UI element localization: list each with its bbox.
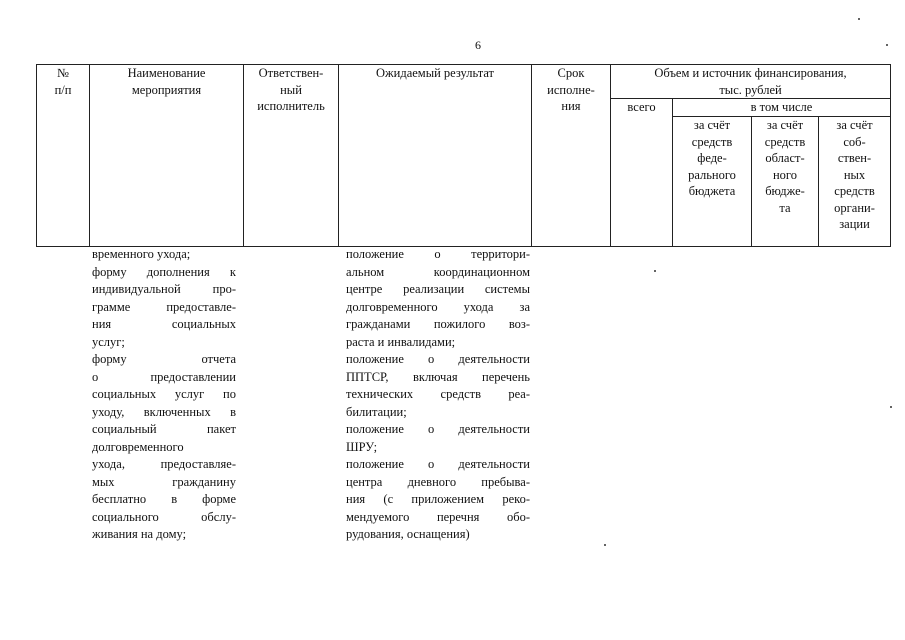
header-including: в том числе: [673, 99, 891, 117]
text-line: альном координационном: [346, 264, 530, 279]
text-line: социальных услуг по: [92, 387, 236, 401]
activity-name-text: [92, 246, 236, 544]
header-federal: за счёт средств феде- рального бюджета: [673, 117, 752, 247]
text-line: ШРУ;: [346, 439, 378, 454]
text-line: бесплатно в форме: [92, 492, 236, 506]
text-line: форму отчета: [92, 352, 236, 366]
scan-speck: [886, 44, 888, 46]
header-regional: за счёт средств област- ного бюдже- та: [752, 117, 819, 247]
text-line: долговременного ухода за: [346, 299, 530, 314]
scan-speck: [858, 18, 860, 20]
text-line: услуг;: [92, 334, 125, 349]
text-line: раста и инвалидами;: [346, 334, 456, 349]
text-line: положение о деятельности: [346, 457, 530, 471]
text-line: индивидуальной про-: [92, 282, 236, 296]
scan-speck: [654, 270, 656, 272]
text-line: технических средств реа-: [346, 387, 530, 401]
text-line: центра дневного пребыва-: [346, 474, 530, 489]
header-own: за счёт соб- ствен- ных средств органи- зации: [819, 117, 891, 247]
text-line: о предоставлении: [92, 369, 236, 384]
header-total: всего: [611, 99, 673, 247]
text-line: социального обслу-: [92, 509, 236, 524]
header-responsible: Ответствен- ный исполнитель: [244, 65, 339, 247]
text-line: временного ухода;: [92, 247, 191, 261]
text-line: грамме предоставле-: [92, 299, 236, 314]
text-line: уходу, включенных в: [92, 404, 236, 419]
text-line: положение о деятельности: [346, 422, 530, 436]
header-result: Ожидаемый результат: [339, 65, 532, 247]
text-line: мых гражданину: [92, 474, 236, 489]
header-name: Наименование мероприятия: [90, 65, 244, 247]
header-table: [36, 64, 891, 247]
page-number: 6: [475, 38, 481, 52]
header-num: № п/п: [37, 65, 90, 247]
text-line: рудования, оснащения): [346, 527, 470, 541]
header-financing: Объем и источник финансирования, тыс. рублей: [611, 65, 891, 99]
text-line: форму дополнения к: [92, 264, 236, 279]
text-line: гражданами пожилого воз-: [346, 317, 530, 331]
text-line: билитации;: [346, 404, 407, 419]
text-line: долговременного: [92, 439, 184, 454]
scan-speck: [604, 544, 606, 546]
text-line: социальный пакет: [92, 422, 236, 436]
scan-speck: [890, 406, 892, 408]
text-line: ППТСР, включая перечень: [346, 369, 530, 384]
text-line: мендуемого перечня обо-: [346, 509, 530, 524]
text-line: живания на дому;: [92, 527, 187, 541]
text-line: ния (с приложением реко-: [346, 492, 530, 506]
text-line: ухода, предоставляе-: [92, 457, 236, 471]
text-line: центре реализации системы: [346, 282, 530, 296]
expected-result-text: [346, 246, 530, 544]
header-term: Срок исполне- ния: [532, 65, 611, 247]
text-line: положение о территори-: [346, 247, 530, 261]
text-line: ния социальных: [92, 317, 236, 331]
text-line: положение о деятельности: [346, 352, 530, 366]
